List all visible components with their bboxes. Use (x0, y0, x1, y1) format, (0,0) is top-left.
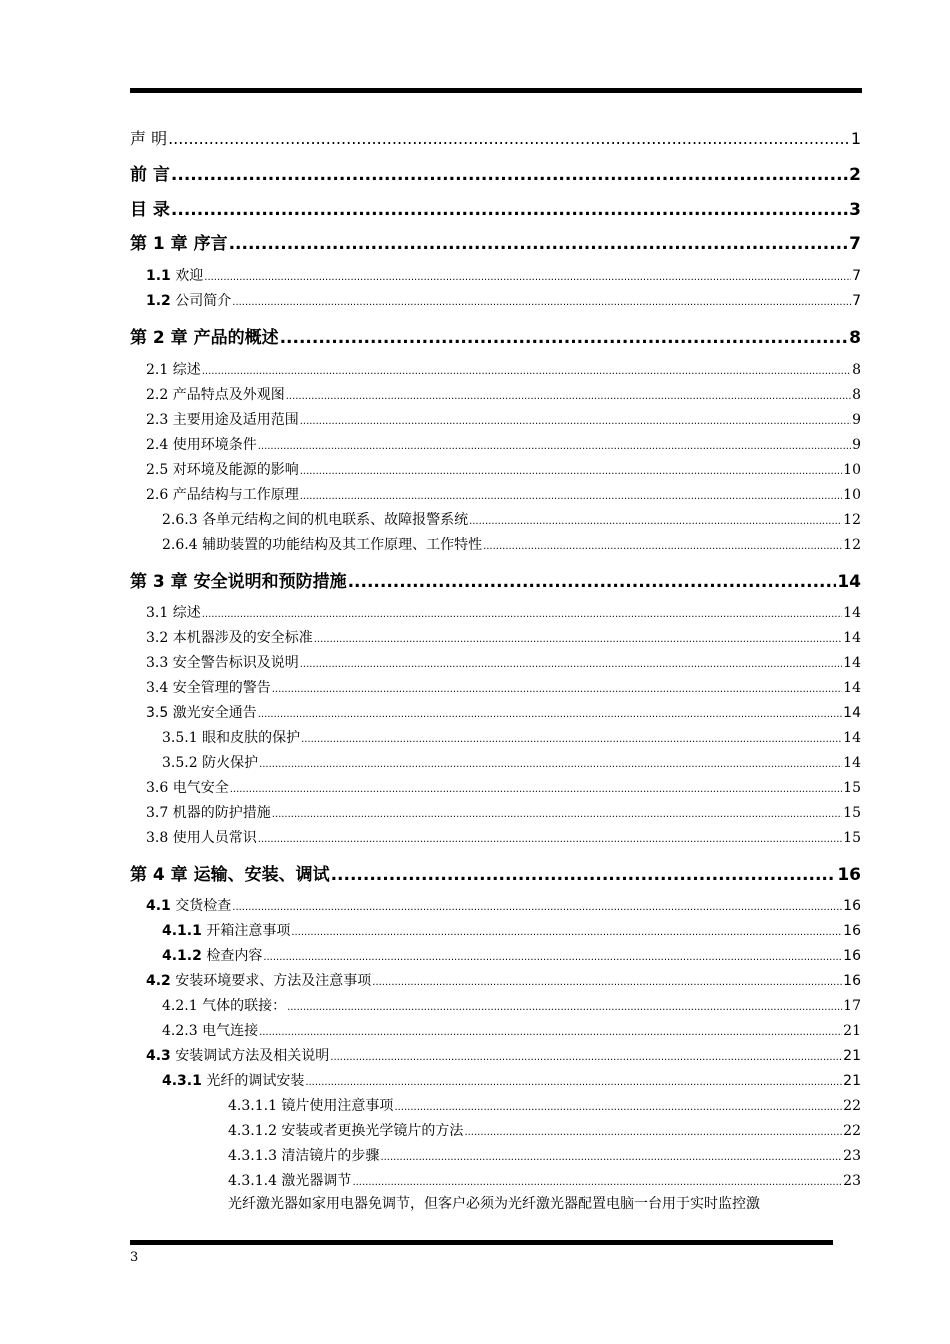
toc-entry-label: 安装环境要求、方法及注意事项 (175, 973, 372, 989)
toc-entry-label: 目 录 (130, 200, 170, 220)
toc-entry-page: 7 (852, 293, 861, 309)
toc-leader-dots (305, 1077, 842, 1088)
toc-entry-page: 7 (849, 234, 861, 254)
toc-chapter-entry[interactable] (130, 323, 861, 348)
toc-entry-label: 公司简介 (175, 293, 232, 309)
toc-subsection-entry[interactable] (162, 945, 861, 965)
toc-entry-page: 12 (843, 512, 861, 528)
toc-entry-number: 4.1 (146, 898, 171, 914)
toc-leader-dots (469, 516, 842, 527)
toc-leader-dots (372, 977, 842, 988)
toc-subsection-entry[interactable] (162, 920, 861, 940)
toc-entry-label: 第 3 章 安全说明和预防措施 (130, 572, 347, 592)
toc-subsection-entry[interactable] (162, 1020, 861, 1040)
toc-entry-label: 前 言 (130, 165, 170, 185)
toc-entry-number: 1.2 (146, 293, 171, 309)
toc-section-entry[interactable] (146, 777, 861, 797)
toc-section-entry[interactable] (146, 702, 861, 722)
toc-entry-page: 21 (843, 1073, 861, 1089)
toc-section-entry[interactable] (146, 384, 861, 404)
toc-entry-page: 23 (843, 1173, 861, 1189)
toc-leader-dots (330, 1052, 842, 1063)
toc-entry-number: 4.1.1 (162, 923, 202, 939)
toc-section-entry[interactable] (146, 459, 861, 479)
toc-subsection-entry[interactable] (162, 752, 861, 772)
toc-entry-label: 4.3.1.3 清洁镜片的步骤 (228, 1148, 380, 1164)
toc-entry-page: 21 (843, 1048, 861, 1064)
toc-entry-page: 17 (843, 998, 861, 1014)
toc-entry-page: 10 (843, 487, 861, 503)
toc-entry-label: 欢迎 (175, 268, 204, 284)
toc-entry-page: 16 (843, 948, 861, 964)
toc-section-entry[interactable] (146, 409, 861, 429)
toc-leader-dots (348, 572, 837, 592)
toc-entry-page: 14 (843, 730, 861, 746)
toc-subsubsection-entry[interactable] (228, 1120, 861, 1140)
toc-entry-page: 14 (843, 605, 861, 621)
toc-subsection-entry[interactable] (162, 727, 861, 747)
toc-section-entry[interactable] (146, 652, 861, 672)
toc-subsection-entry[interactable] (162, 995, 861, 1015)
toc-chapter-entry[interactable] (130, 229, 861, 254)
toc-leader-dots (380, 1152, 842, 1163)
toc-entry-label: 4.3.1.4 激光器调节 (228, 1173, 352, 1189)
toc-section-entry[interactable] (146, 827, 861, 847)
toc-leader-dots (272, 684, 842, 695)
toc-entry-page: 23 (843, 1148, 861, 1164)
toc-entry-page: 9 (852, 412, 861, 428)
toc-section-entry[interactable] (146, 484, 861, 504)
page-number: 3 (130, 1250, 139, 1265)
toc-entry-page: 14 (843, 680, 861, 696)
toc-entry-page: 22 (843, 1098, 861, 1114)
toc-entry-number: 4.2 (146, 973, 171, 989)
toc-section-entry[interactable] (146, 602, 861, 622)
toc-entry-page: 14 (843, 630, 861, 646)
toc-chapter-entry[interactable] (130, 567, 861, 592)
toc-leader-dots (464, 1127, 842, 1138)
toc-entry[interactable] (130, 126, 861, 149)
toc-entry-label: 3.8 使用人员常识 (146, 830, 257, 846)
toc-entry-page: 14 (843, 755, 861, 771)
toc-entry[interactable] (130, 160, 861, 185)
body-paragraph: 光纤激光器如家用电器免调节，但客户必须为光纤激光器配置电脑一台用于实时监控激 (228, 1196, 760, 1212)
toc-leader-dots (300, 416, 851, 427)
toc-leader-dots (272, 809, 842, 820)
toc-entry-label: 3.6 电气安全 (146, 780, 229, 796)
toc-entry-label: 第 2 章 产品的概述 (130, 328, 279, 348)
toc-subsubsection-entry[interactable] (228, 1145, 861, 1165)
toc-leader-dots (168, 129, 850, 148)
toc-leader-dots (202, 609, 842, 620)
toc-entry-label: 4.3.1.1 镜片使用注意事项 (228, 1098, 394, 1114)
toc-entry-page: 16 (843, 898, 861, 914)
toc-section-entry[interactable] (146, 434, 861, 454)
toc-entry-label: 光纤的调试安装 (206, 1073, 305, 1089)
toc-entry-label: 2.4 使用环境条件 (146, 437, 257, 453)
toc-entry-page: 7 (852, 268, 861, 284)
toc-entry-page: 15 (843, 805, 861, 821)
toc-entry-label: 3.5 激光安全通告 (146, 705, 257, 721)
toc-entry-label: 4.2.1 气体的联接： (162, 998, 287, 1014)
toc-entry-page: 14 (843, 705, 861, 721)
toc-leader-dots (300, 491, 842, 502)
toc-entry[interactable] (130, 195, 861, 220)
toc-subsubsection-entry[interactable] (228, 1095, 861, 1115)
toc-entry-page: 1 (850, 129, 861, 148)
toc-entry-label: 声 明 (130, 129, 168, 148)
toc-leader-dots (259, 759, 842, 770)
toc-section-entry[interactable] (146, 895, 861, 915)
toc-entry-label: 3.5.1 眼和皮肤的保护 (162, 730, 301, 746)
toc-entry-label: 4.3.1.2 安装或者更换光学镜片的方法 (228, 1123, 464, 1139)
toc-entry-number: 4.1.2 (162, 948, 202, 964)
toc-entry-label: 安装调试方法及相关说明 (175, 1048, 330, 1064)
toc-entry-page: 14 (843, 655, 861, 671)
toc-entry-label: 3.5.2 防火保护 (162, 755, 259, 771)
toc-entry-page: 8 (852, 387, 861, 403)
footer-rule (130, 1240, 833, 1245)
toc-entry-label: 2.2 产品特点及外观图 (146, 387, 285, 403)
toc-entry-label: 2.6.4 辅助装置的功能结构及其工作原理、工作特性 (162, 537, 483, 553)
toc-entry-label: 交货检查 (175, 898, 232, 914)
toc-entry-number: 4.3.1 (162, 1073, 202, 1089)
toc-entry-page: 2 (849, 165, 861, 185)
toc-entry-page: 8 (849, 328, 861, 348)
toc-leader-dots (394, 1102, 842, 1113)
toc-entry-label: 第 1 章 序言 (130, 234, 228, 254)
toc-leader-dots (483, 541, 842, 552)
toc-entry-page: 21 (843, 1023, 861, 1039)
toc-entry-page: 3 (849, 200, 861, 220)
toc-entry-page: 16 (837, 865, 861, 885)
toc-leader-dots (314, 634, 842, 645)
toc-leader-dots (301, 734, 842, 745)
toc-entry-label: 3.7 机器的防护措施 (146, 805, 271, 821)
toc-leader-dots (263, 952, 842, 963)
toc-entry-page: 15 (843, 780, 861, 796)
toc-leader-dots (300, 659, 842, 670)
toc-leader-dots (291, 927, 842, 938)
toc-leader-dots (352, 1177, 842, 1188)
toc-leader-dots (258, 834, 842, 845)
toc-section-entry[interactable] (146, 802, 861, 822)
toc-entry-label: 3.2 本机器涉及的安全标准 (146, 630, 313, 646)
toc-entry-page: 22 (843, 1123, 861, 1139)
toc-section-entry[interactable] (146, 359, 861, 379)
toc-section-entry[interactable] (146, 627, 861, 647)
toc-leader-dots (287, 1002, 842, 1013)
toc-entry-label: 2.5 对环境及能源的影响 (146, 462, 299, 478)
toc-subsubsection-entry[interactable] (228, 1170, 861, 1190)
toc-entry-label: 开箱注意事项 (206, 923, 291, 939)
toc-entry-page: 15 (843, 830, 861, 846)
toc-entry-label: 3.3 安全警告标识及说明 (146, 655, 299, 671)
toc-leader-dots (259, 1027, 842, 1038)
toc-entry-label: 2.1 综述 (146, 362, 201, 378)
toc-leader-dots (258, 441, 851, 452)
toc-leader-dots (204, 272, 851, 283)
toc-entry-number: 1.1 (146, 268, 171, 284)
toc-leader-dots (300, 466, 842, 477)
toc-entry-number: 4.3 (146, 1048, 171, 1064)
toc-leader-dots (202, 366, 851, 377)
toc-entry-label: 4.2.3 电气连接 (162, 1023, 259, 1039)
toc-entry-page: 10 (843, 462, 861, 478)
toc-section-entry[interactable] (146, 290, 861, 310)
toc-entry-page: 16 (843, 973, 861, 989)
toc-section-entry[interactable] (146, 677, 861, 697)
toc-leader-dots (331, 865, 837, 885)
toc-leader-dots (280, 328, 849, 348)
toc-entry-page: 14 (837, 572, 861, 592)
toc-entry-page: 9 (852, 437, 861, 453)
toc-subsection-entry[interactable] (162, 1070, 861, 1090)
toc-entry-page: 16 (843, 923, 861, 939)
toc-entry-label: 检查内容 (206, 948, 263, 964)
toc-section-entry[interactable] (146, 1045, 861, 1065)
toc-entry-label: 第 4 章 运输、安装、调试 (130, 865, 330, 885)
toc-chapter-entry[interactable] (130, 860, 861, 885)
toc-section-entry[interactable] (146, 265, 861, 285)
toc-entry-label: 2.6.3 各单元结构之间的机电联系、故障报警系统 (162, 512, 469, 528)
toc-leader-dots (286, 391, 851, 402)
toc-leader-dots (232, 902, 842, 913)
toc-entry-label: 3.4 安全管理的警告 (146, 680, 271, 696)
toc-entry-page: 8 (852, 362, 861, 378)
toc-leader-dots (229, 234, 849, 254)
toc-leader-dots (171, 165, 848, 185)
toc-subsection-entry[interactable] (162, 509, 861, 529)
toc-leader-dots (230, 784, 842, 795)
toc-leader-dots (171, 200, 848, 220)
toc-leader-dots (258, 709, 842, 720)
toc-subsection-entry[interactable] (162, 534, 861, 554)
toc-entry-label: 2.3 主要用途及适用范围 (146, 412, 299, 428)
toc-section-entry[interactable] (146, 970, 861, 990)
toc-entry-label: 2.6 产品结构与工作原理 (146, 487, 299, 503)
toc-entry-label: 3.1 综述 (146, 605, 201, 621)
toc-leader-dots (232, 297, 851, 308)
toc-entry-page: 12 (843, 537, 861, 553)
header-rule (130, 88, 862, 93)
